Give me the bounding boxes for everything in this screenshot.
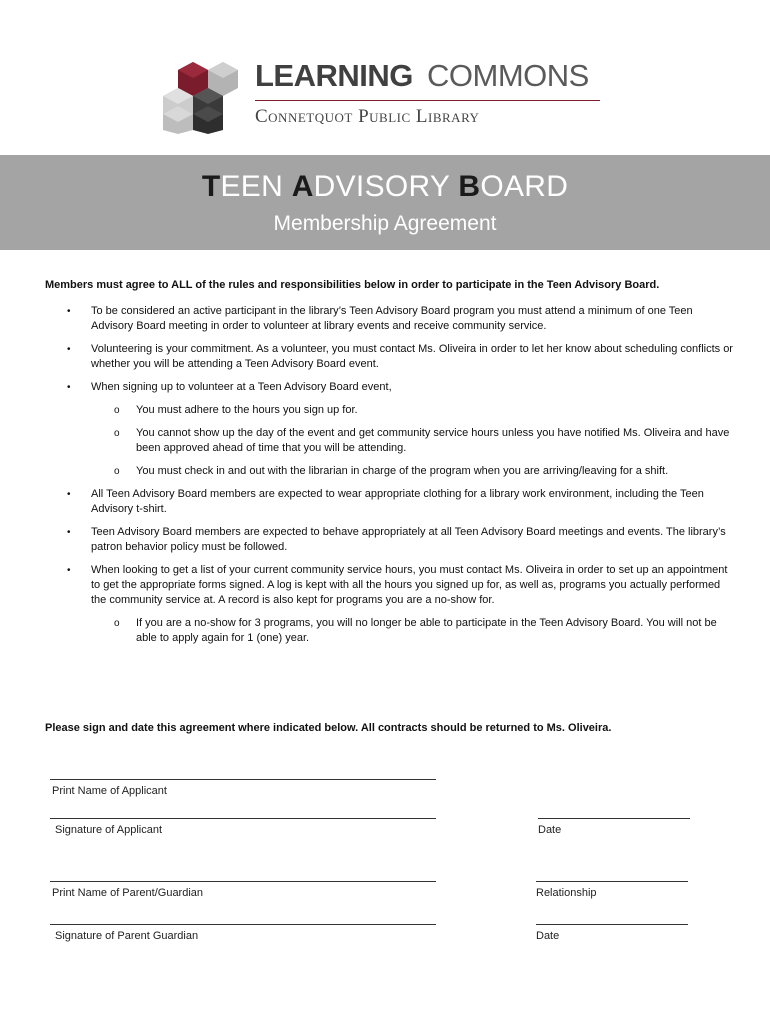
cube-cluster-icon	[160, 58, 250, 134]
rule-item: • Volunteering is your commitment. As a volunteer, you must contact Ms. Oliveira in order to let her know about scheduling conflicts or whether you will be attending a Teen Advisory Board event.	[67, 343, 733, 370]
rule-item: • When signing up to volunteer at a Teen Advisory Board event, o You must adhere to the hours you sign up for. o You cannot show up the day of the event and get community service hours unless you have notified Ms. Oliveira and have been approved ahead of time that you will be attending. o You must check in and out with the librarian in charge of the program when you are arriving/leaving for a shift.	[45, 380, 735, 479]
signature-parent-line[interactable]	[50, 924, 436, 925]
subrule-item: o If you are a no-show for 3 programs, you will no longer be able to participate in the Teen Advisory Board. You will not be able to apply again for 1 (one) year.	[114, 617, 717, 644]
title-banner	[0, 155, 770, 250]
intro-statement: Members must agree to ALL of the rules and responsibilities below in order to participate in the Teen Advisory Board.	[45, 279, 660, 291]
volunteer-subrules	[91, 403, 735, 479]
signature-applicant-label: Signature of Applicant	[55, 824, 163, 836]
hours-subrules	[91, 616, 735, 646]
page-subtitle: Membership Agreement	[273, 212, 497, 235]
bullet-icon: •	[67, 527, 71, 538]
agreement-body	[45, 278, 735, 654]
bullet-icon: •	[67, 306, 71, 317]
date-1-label: Date	[538, 824, 562, 836]
rule-item: • All Teen Advisory Board members are expected to wear appropriate clothing for a library work environment, including the Teen Advisory t-shirt.	[67, 488, 704, 515]
signature-parent-label: Signature of Parent Guardian	[55, 930, 199, 942]
sub-bullet-icon: o	[114, 428, 120, 439]
bullet-icon: •	[67, 565, 71, 576]
date-1-line[interactable]	[538, 818, 690, 819]
subrule-item: o You must check in and out with the librarian in charge of the program when you are arriving/leaving for a shift.	[114, 465, 669, 477]
print-name-parent-label: Print Name of Parent/Guardian	[52, 887, 204, 899]
subrule-item: o You must adhere to the hours you sign up for.	[114, 404, 358, 416]
logo-divider	[255, 100, 600, 101]
print-name-applicant-label: Print Name of Applicant	[52, 785, 167, 797]
relationship-line[interactable]	[536, 881, 688, 882]
signature-applicant-line[interactable]	[50, 818, 436, 819]
print-name-parent-line[interactable]	[50, 881, 436, 882]
subrule-item: o You cannot show up the day of the event and get community service hours unless you have notified Ms. Oliveira and have been approved ahead of time that you will be attending.	[114, 427, 730, 454]
library-logo	[160, 58, 610, 134]
print-name-applicant-line[interactable]	[50, 779, 436, 780]
sub-bullet-icon: o	[114, 618, 120, 629]
logo-learning-text: LEARNING	[255, 58, 413, 93]
sub-bullet-icon: o	[114, 466, 120, 477]
logo-library-name: Connetquot Public Library	[255, 106, 480, 127]
page-title: TEEN ADVISORY BOARD	[201, 170, 569, 203]
logo-commons-text: COMMONS	[427, 58, 589, 93]
rule-item: • When looking to get a list of your current community service hours, you must contact Ms. Oliveira in order to set up an appointment to get the appropriate forms signed. A log is kept with all the hours you signed up for, as well as, programs you actually performed the community service at. A record is also kept for programs you are a no-show for. o If you are a no-show for 3 programs, you will no longer be able to participate in the Teen Advisory Board. You will not be able to apply again for 1 (one) year.	[45, 563, 735, 646]
sub-bullet-icon: o	[114, 405, 120, 416]
date-2-label: Date	[536, 930, 560, 942]
bullet-icon: •	[67, 344, 71, 355]
sign-instruction: Please sign and date this agreement where indicated below. All contracts should be returned to Ms. Oliveira.	[45, 722, 612, 734]
relationship-label: Relationship	[536, 887, 597, 899]
rules-list	[45, 304, 735, 646]
bullet-icon: •	[67, 489, 71, 500]
bullet-icon: •	[67, 382, 71, 393]
rule-item: • To be considered an active participant in the library’s Teen Advisory Board program you must attend a minimum of one Teen Advisory Board meeting in order to volunteer at library events and receive community service.	[67, 305, 693, 332]
date-2-line[interactable]	[536, 924, 688, 925]
rule-item: • Teen Advisory Board members are expected to behave appropriately at all Teen Advisory Board meetings and events. The library’s patron behavior policy must be followed.	[67, 526, 726, 553]
